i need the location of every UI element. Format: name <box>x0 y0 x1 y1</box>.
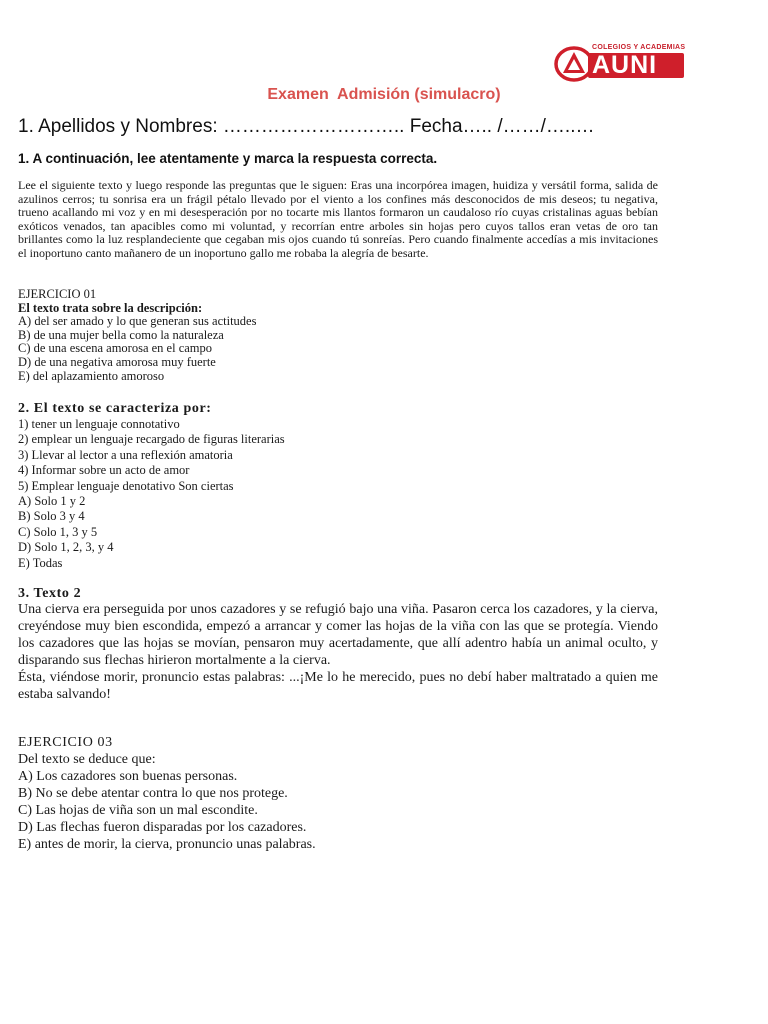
option-e: E) del aplazamiento amoroso <box>18 368 165 383</box>
reading-passage-2 <box>18 601 658 703</box>
exam-title: Examen Admisión (simulacro) <box>267 86 501 103</box>
option-d: D) Las flechas fueron disparadas por los cazadores. <box>18 820 307 835</box>
text-2-heading: 3. Texto 2 <box>18 586 82 601</box>
exercise-1-heading: EJERCICIO 01 <box>18 287 97 301</box>
exercise-1 <box>18 288 256 383</box>
exercise-3 <box>18 734 316 853</box>
exercise-1-question: El texto trata sobre la descripción: <box>18 300 203 315</box>
option-b: B) Solo 3 y 4 <box>18 509 85 524</box>
option-b: B) No se debe atentar contra lo que nos protege. <box>18 786 288 801</box>
option-e: E) antes de morir, la cierva, pronuncio unas palabras. <box>18 837 316 852</box>
name-and-date-line: 1. Apellidos y Nombres: ……………………….. Fecha….. /……/…..… <box>18 116 595 137</box>
statement-5: 5) Emplear lenguaje denotativo Son ciertas <box>18 478 234 493</box>
option-c: C) Las hojas de viña son un mal escondite. <box>18 803 258 818</box>
option-a: A) del ser amado y lo que generan sus actitudes <box>18 314 257 329</box>
logo-tagline: COLEGIOS Y ACADEMIAS <box>592 44 686 51</box>
logo-wordmark-bar <box>588 53 684 78</box>
auni-logo <box>554 44 686 84</box>
statement-1: 1) tener un lenguaje connotativo <box>18 417 180 431</box>
question-2 <box>18 400 285 571</box>
passage-2-paragraph-b: Ésta, viéndose morir, pronuncio estas palabras: ...¡Me lo he merecido, pues no debí haber maltratado a quien me estaba salvando! <box>18 670 658 702</box>
exercise-3-question: Del texto se deduce que: <box>18 752 156 767</box>
exercise-3-heading: EJERCICIO 03 <box>18 735 113 750</box>
option-e: E) Todas <box>18 555 63 570</box>
statement-2: 2) emplear un lenguaje recargado de figuras literarias <box>18 432 285 447</box>
logo-wordmark: AUNI <box>592 51 658 79</box>
statement-3: 3) Llevar al lector a una reflexión amatoria <box>18 447 233 462</box>
option-a: A) Solo 1 y 2 <box>18 494 86 509</box>
option-c: C) Solo 1, 3 y 5 <box>18 524 98 539</box>
question-2-heading: 2. El texto se caracteriza por: <box>18 401 212 416</box>
option-c: C) de una escena amorosa en el campo <box>18 341 213 356</box>
reading-passage-1: Lee el siguiente texto y luego responde las preguntas que le siguen: Eras una incorpórea imagen, huidiza y versátil forma, salida de azulinos cerros; tu sonrisa era un frágil pétalo llevado por el viento a los confines más desconocidos de mis deseos; tu negativa, trueno acallando mi voz y en mi desesperación por no tocarte mis llantos formaron un caudaloso río cuyas cristalinas aguas bebían exóticos venados, tan apacibles como mi voluntad, y recorrían entre arboles sin hojas pero cuyos tallos eran vetas de oro tan brillantes como la luz resplandeciente que cegaban mis ojos cuando tú sonreías. Pero cuando finalmente accedías a mis invitaciones el inoportuno canto mañanero de un inoportuno gallo me robaba la alegría de besarte. <box>18 178 658 260</box>
option-d: D) de una negativa amorosa muy fuerte <box>18 354 216 369</box>
option-b: B) de una mujer bella como la naturaleza <box>18 327 224 342</box>
passage-2-paragraph-a: Una cierva era perseguida por unos cazadores y se refugió bajo una viña. Pasaron cerca los cazadores, y la cierva, creyéndose muy bien escondida, empezó a arrancar y comer las hojas de la viña con las que se protegía. Viendo los cazadores que las hojas se movían, pensaron muy acertadamente, que allí adentro había un animal oculto, y disparando sus flechas hirieron mortalmente a la cierva. <box>18 602 658 668</box>
option-a: A) Los cazadores son buenas personas. <box>18 769 238 784</box>
option-d: D) Solo 1, 2, 3, y 4 <box>18 540 114 555</box>
statement-4: 4) Informar sobre un acto de amor <box>18 463 190 478</box>
instruction-text: 1. A continuación, lee atentamente y marca la respuesta correcta. <box>18 151 438 166</box>
